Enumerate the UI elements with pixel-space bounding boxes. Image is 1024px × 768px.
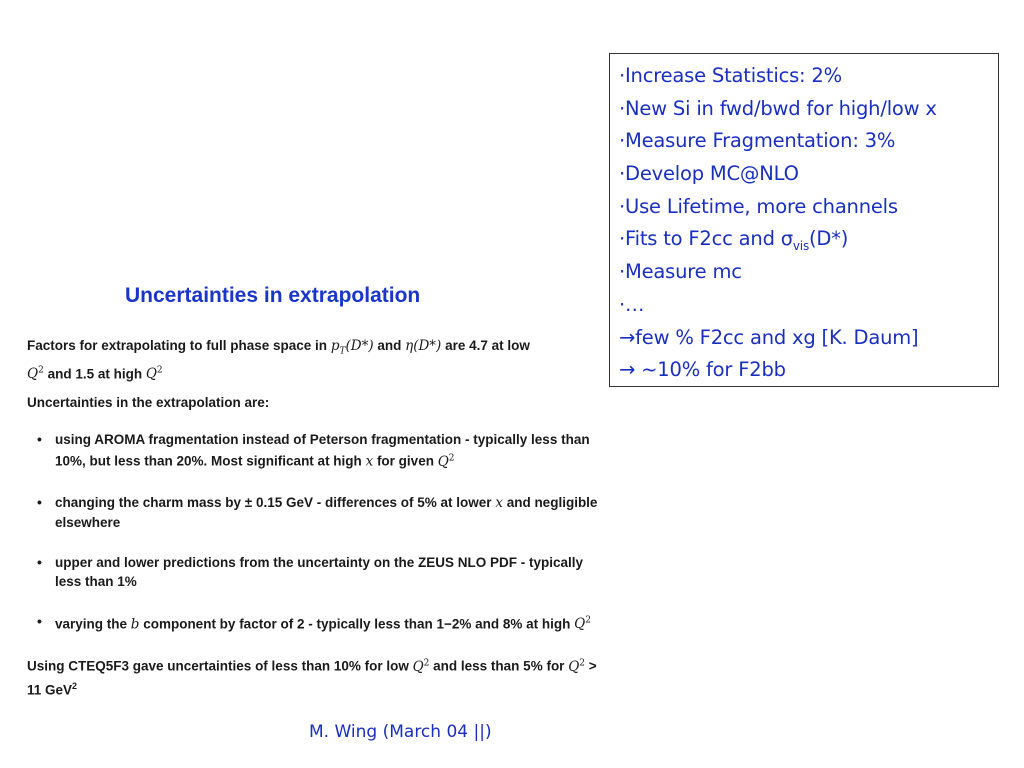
math-b: b bbox=[130, 616, 140, 633]
math-q2-high-q: Q bbox=[145, 366, 157, 383]
bullet-b-text-1: varying the bbox=[55, 616, 131, 632]
math-q2-sup: 2 bbox=[448, 453, 455, 464]
closing-text-3: > 11 GeV bbox=[27, 658, 597, 698]
intro-text-4: and 1.5 at high bbox=[43, 366, 146, 382]
note-fits-prefix: ·Fits to F2cc and σ bbox=[619, 227, 793, 251]
note-fits-f2cc bbox=[619, 223, 998, 256]
intro-text-1: Factors for extrapolating to full phase space in bbox=[27, 338, 331, 353]
math-q2-high bbox=[146, 366, 163, 382]
math-x: x bbox=[495, 494, 503, 511]
paper-title: Uncertainties in extrapolation bbox=[125, 284, 421, 307]
bullet-zeus-pdf bbox=[27, 553, 602, 591]
closing-text-1: Using CTEQ5F3 gave uncertainties of less than 10% for low bbox=[27, 658, 413, 674]
math-eta: η(D*) bbox=[405, 338, 442, 354]
bullet-aroma bbox=[27, 430, 602, 472]
math-pt bbox=[330, 338, 374, 357]
math-q2-high-sup: 2 bbox=[156, 365, 163, 376]
bullet-b-component bbox=[27, 612, 602, 635]
bullet-charm-text-1: changing the charm mass by ± 0.15 GeV - differences of 5% at lower bbox=[55, 494, 496, 510]
bullet-zeus-text: upper and lower predictions from the uncertainty on the ZEUS NLO PDF - typically less than 1% bbox=[55, 554, 584, 589]
math-q2-low-q: Q bbox=[27, 366, 39, 383]
math-q2-q: Q bbox=[437, 453, 449, 470]
closing-gev-sup: 2 bbox=[72, 680, 78, 691]
math-x: x bbox=[365, 453, 374, 470]
footer-author: M. Wing (March 04 ||) bbox=[309, 722, 492, 742]
bullet-charm-text-2: and negligible elsewhere bbox=[55, 494, 598, 530]
bullet-b-text-2: component by factor of 2 - typically less than 1−2% and 8% at high bbox=[139, 616, 575, 632]
bullet-aroma-text-1: using AROMA fragmentation instead of Peterson fragmentation - typically less than 10%, but less than 20%. Most significant at high bbox=[55, 432, 590, 469]
note-fits-suffix: (D*) bbox=[809, 227, 849, 251]
note-few-percent: →few % F2cc and xg [K. Daum] bbox=[619, 325, 919, 349]
uncertainty-list bbox=[27, 430, 602, 634]
note-develop-mcnlo: ·Develop MC@NLO bbox=[619, 162, 799, 186]
bullet-charm-mass bbox=[27, 493, 602, 532]
note-ten-percent: → ~10% for F2bb bbox=[619, 358, 786, 382]
bullet-aroma-text-2: for given bbox=[373, 453, 438, 469]
math-pt-sub: T bbox=[339, 346, 346, 357]
note-fits-sub: vis bbox=[792, 239, 809, 254]
math-q2-gt-sup: 2 bbox=[579, 658, 586, 669]
math-pt-p: p bbox=[330, 338, 340, 354]
math-q2 bbox=[438, 454, 455, 470]
closing-paragraph bbox=[27, 654, 602, 699]
note-use-lifetime: ·Use Lifetime, more channels bbox=[619, 194, 898, 218]
note-increase-statistics: ·Increase Statistics: 2% bbox=[619, 64, 842, 87]
notes-box bbox=[609, 53, 999, 387]
intro-text-2: and bbox=[373, 338, 406, 353]
math-q2-gt bbox=[568, 659, 585, 675]
note-measure-fragmentation: ·Measure Fragmentation: 3% bbox=[619, 129, 896, 153]
math-q2-gt-q: Q bbox=[568, 658, 580, 675]
math-q2-low-q: Q bbox=[412, 658, 424, 675]
math-q2-low-sup: 2 bbox=[38, 365, 44, 376]
note-measure-mc: ·Measure mc bbox=[619, 260, 742, 284]
paper-excerpt bbox=[27, 284, 602, 699]
uncertainties-subhead: Uncertainties in the extrapolation are: bbox=[27, 395, 270, 411]
closing-text-2: and less than 5% for bbox=[429, 658, 569, 674]
intro-paragraph bbox=[27, 336, 602, 384]
math-pt-arg: (D*) bbox=[345, 338, 374, 354]
note-ellipsis: ·… bbox=[619, 292, 645, 316]
note-new-si: ·New Si in fwd/bwd for high/low x bbox=[619, 96, 937, 120]
math-q2-sup: 2 bbox=[585, 615, 591, 626]
math-q2-q: Q bbox=[574, 616, 586, 633]
intro-text-3: are 4.7 at low bbox=[441, 338, 530, 353]
math-q2-low bbox=[27, 366, 44, 382]
math-q2-low-sup: 2 bbox=[423, 658, 430, 669]
math-q2 bbox=[574, 616, 591, 632]
math-q2-low bbox=[413, 659, 430, 675]
